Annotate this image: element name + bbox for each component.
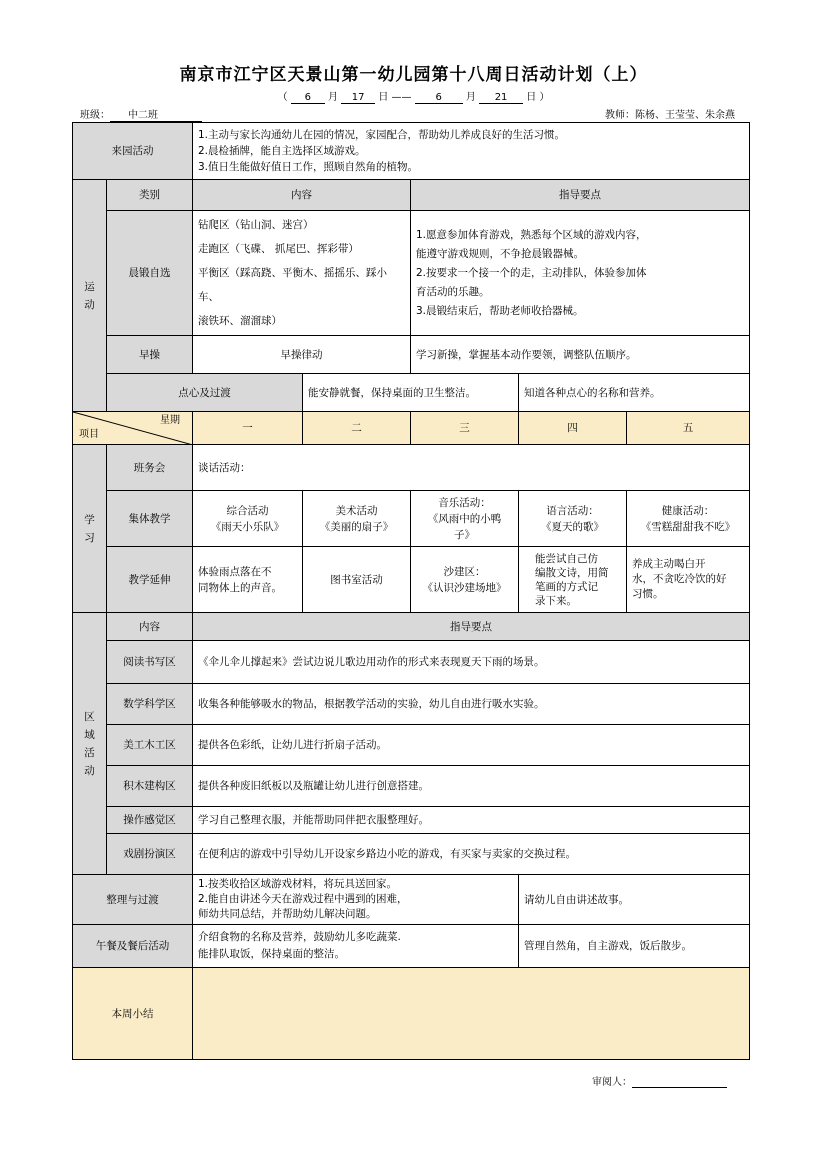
area-label: 区域活动 — [73, 613, 107, 875]
start-month: 6 — [291, 92, 325, 104]
morning-exercise-row — [73, 211, 750, 336]
morning-exercise-guidance: 1.愿意参加体育游戏，熟悉每个区域的游戏内容， 能遵守游戏规则，不争抢晨锻器械。 2.按要求一个接一个的走，主动排队，体验参加体 育活动的乐趣。 3.晨锻结束后，帮助老师收拾器械。 — [411, 211, 750, 336]
group-teaching-wed: 音乐活动： 《风雨中的小鸭 子》 — [411, 491, 519, 547]
area-col-content: 内容 — [107, 613, 193, 641]
snack-content: 能安静就餐，保持桌面的卫生整洁。 — [303, 374, 519, 412]
tidy-label: 整理与过渡 — [73, 875, 193, 925]
day-wed: 三 — [411, 412, 519, 445]
weekday-corner-top: 星期 — [160, 415, 180, 426]
lunch-guidance: 管理自然角，自主游戏，饭后散步。 — [519, 925, 750, 968]
day-thu: 四 — [519, 412, 627, 445]
extension-mon: 体验雨点落在不 同物体上的声音。 — [193, 547, 303, 613]
tidy-guidance: 请幼儿自由讲述故事。 — [519, 875, 750, 925]
lunch-row — [73, 925, 750, 968]
plan-table — [72, 122, 750, 1060]
end-day: 21 — [479, 92, 523, 104]
area-name: 积木建构区 — [107, 766, 193, 807]
extension-fri: 养成主动喝白开 水，不贪吃冷饮的好 习惯。 — [627, 547, 750, 613]
exercise-col-category: 类别 — [107, 180, 193, 211]
group-teaching-mon: 综合活动 《雨天小乐队》 — [193, 491, 303, 547]
extension-wed: 沙建区： 《认识沙建场地》 — [411, 547, 519, 613]
day-fri: 五 — [627, 412, 750, 445]
reviewer-signature-line — [632, 1075, 727, 1088]
extension-tue: 图书室活动 — [303, 547, 411, 613]
date-dash: —— — [391, 92, 412, 103]
area-row-drama — [73, 834, 750, 875]
drill-content: 早操律动 — [193, 336, 411, 374]
area-guidance: 《伞儿伞儿撑起来》尝试边说儿歌边用动作的形式来表现夏天下雨的场景。 — [193, 641, 750, 684]
exercise-col-guidance: 指导要点 — [411, 180, 750, 211]
extension-thu: 能尝试自己仿 编散文诗，用简 笔画的方式记 录下来。 — [519, 547, 627, 613]
area-name: 美工木工区 — [107, 725, 193, 766]
drill-guidance: 学习新操，掌握基本动作要领，调整队伍顺序。 — [411, 336, 750, 374]
teachers: 教师：陈杨、王莹莹、朱余燕 — [605, 110, 735, 121]
study-label: 学习 — [73, 445, 107, 613]
morning-exercise-label: 晨锻自选 — [107, 211, 193, 336]
arrival-label: 来园活动 — [73, 123, 193, 180]
day-mon: 一 — [193, 412, 303, 445]
group-teaching-fri: 健康活动： 《雪糕甜甜我不吃》 — [627, 491, 750, 547]
snack-guidance: 知道各种点心的名称和营养。 — [519, 374, 750, 412]
drill-label: 早操 — [107, 336, 193, 374]
summary-label: 本周小结 — [73, 968, 193, 1060]
teaching-extension-label: 教学延伸 — [107, 547, 193, 613]
class-affairs-row — [73, 445, 750, 491]
area-row-operation — [73, 807, 750, 834]
weekday-corner-bottom: 项目 — [79, 429, 99, 440]
class-affairs-content: 谈话活动： — [193, 445, 750, 491]
group-teaching-tue: 美术活动 《美丽的扇子》 — [303, 491, 411, 547]
area-guidance: 在便利店的游戏中引导幼儿开设家乡路边小吃的游戏，有买家与卖家的交换过程。 — [193, 834, 750, 875]
arrival-row — [73, 123, 750, 180]
tidy-content: 1.按类收拾区域游戏材料，将玩具送回家。 2.能自由讲述今天在游戏过程中遇到的困难， 师幼共同总结，并帮助幼儿解决问题。 — [193, 875, 519, 925]
group-teaching-label: 集体教学 — [107, 491, 193, 547]
exercise-header-row — [73, 180, 750, 211]
exercise-label: 运动 — [73, 180, 107, 412]
area-header-row — [73, 613, 750, 641]
morning-exercise-content: 钻爬区（钻山洞、迷宫） 走跑区（飞碟、 抓尾巴、挥彩带） 平衡区（踩高跷、平衡木、摇摇乐、踩小车、 滚铁环、溜溜球） — [193, 211, 411, 336]
arrival-content: 1.主动与家长沟通幼儿在园的情况，家园配合，帮助幼儿养成良好的生活习惯。 2.晨检插牌，能自主选择区域游戏。 3.值日生能做好值日工作，照顾自然角的植物。 — [193, 123, 750, 180]
summary-row — [73, 968, 750, 1060]
area-guidance: 学习自己整理衣服，并能帮助同伴把衣服整理好。 — [193, 807, 750, 834]
class-info: 班级： 中二班 — [80, 106, 202, 122]
end-month: 6 — [415, 92, 463, 104]
weekday-header-row — [73, 412, 750, 445]
weekday-corner — [73, 412, 193, 445]
area-name: 操作感觉区 — [107, 807, 193, 834]
day-tue: 二 — [303, 412, 411, 445]
reviewer: 审阅人： — [592, 1073, 727, 1088]
lunch-label: 午餐及餐后活动 — [73, 925, 193, 968]
exercise-col-content: 内容 — [193, 180, 411, 211]
summary-content — [193, 968, 750, 1060]
area-row-art — [73, 725, 750, 766]
area-row-reading — [73, 641, 750, 684]
snack-label: 点心及过渡 — [107, 374, 303, 412]
area-name: 数学科学区 — [107, 684, 193, 725]
area-guidance: 收集各种能够吸水的物品，根据教学活动的实验，幼儿自由进行吸水实验。 — [193, 684, 750, 725]
date-range: （ 6 月 17 日 —— 6 月 21 日 ） — [277, 92, 550, 103]
area-name: 戏剧扮演区 — [107, 834, 193, 875]
area-guidance: 提供各种废旧纸板以及瓶罐让幼儿进行创意搭建。 — [193, 766, 750, 807]
group-teaching-thu: 语言活动： 《夏天的歌》 — [519, 491, 627, 547]
tidy-row — [73, 875, 750, 925]
area-row-blocks — [73, 766, 750, 807]
teaching-extension-row — [73, 547, 750, 613]
group-teaching-row — [73, 491, 750, 547]
class-affairs-label: 班务会 — [107, 445, 193, 491]
area-row-math — [73, 684, 750, 725]
area-guidance: 提供各色彩纸，让幼儿进行折扇子活动。 — [193, 725, 750, 766]
class-value: 中二班 — [110, 106, 202, 122]
drill-row — [73, 336, 750, 374]
lunch-content: 介绍食物的名称及营养，鼓励幼儿多吃蔬菜. 能排队取饭，保持桌面的整洁。 — [193, 925, 519, 968]
snack-row — [73, 374, 750, 412]
start-day: 17 — [341, 92, 375, 104]
area-col-guidance: 指导要点 — [193, 613, 750, 641]
area-name: 阅读书写区 — [107, 641, 193, 684]
page-title: 南京市江宁区天景山第一幼儿园第十八周日活动计划（上） — [179, 65, 648, 85]
